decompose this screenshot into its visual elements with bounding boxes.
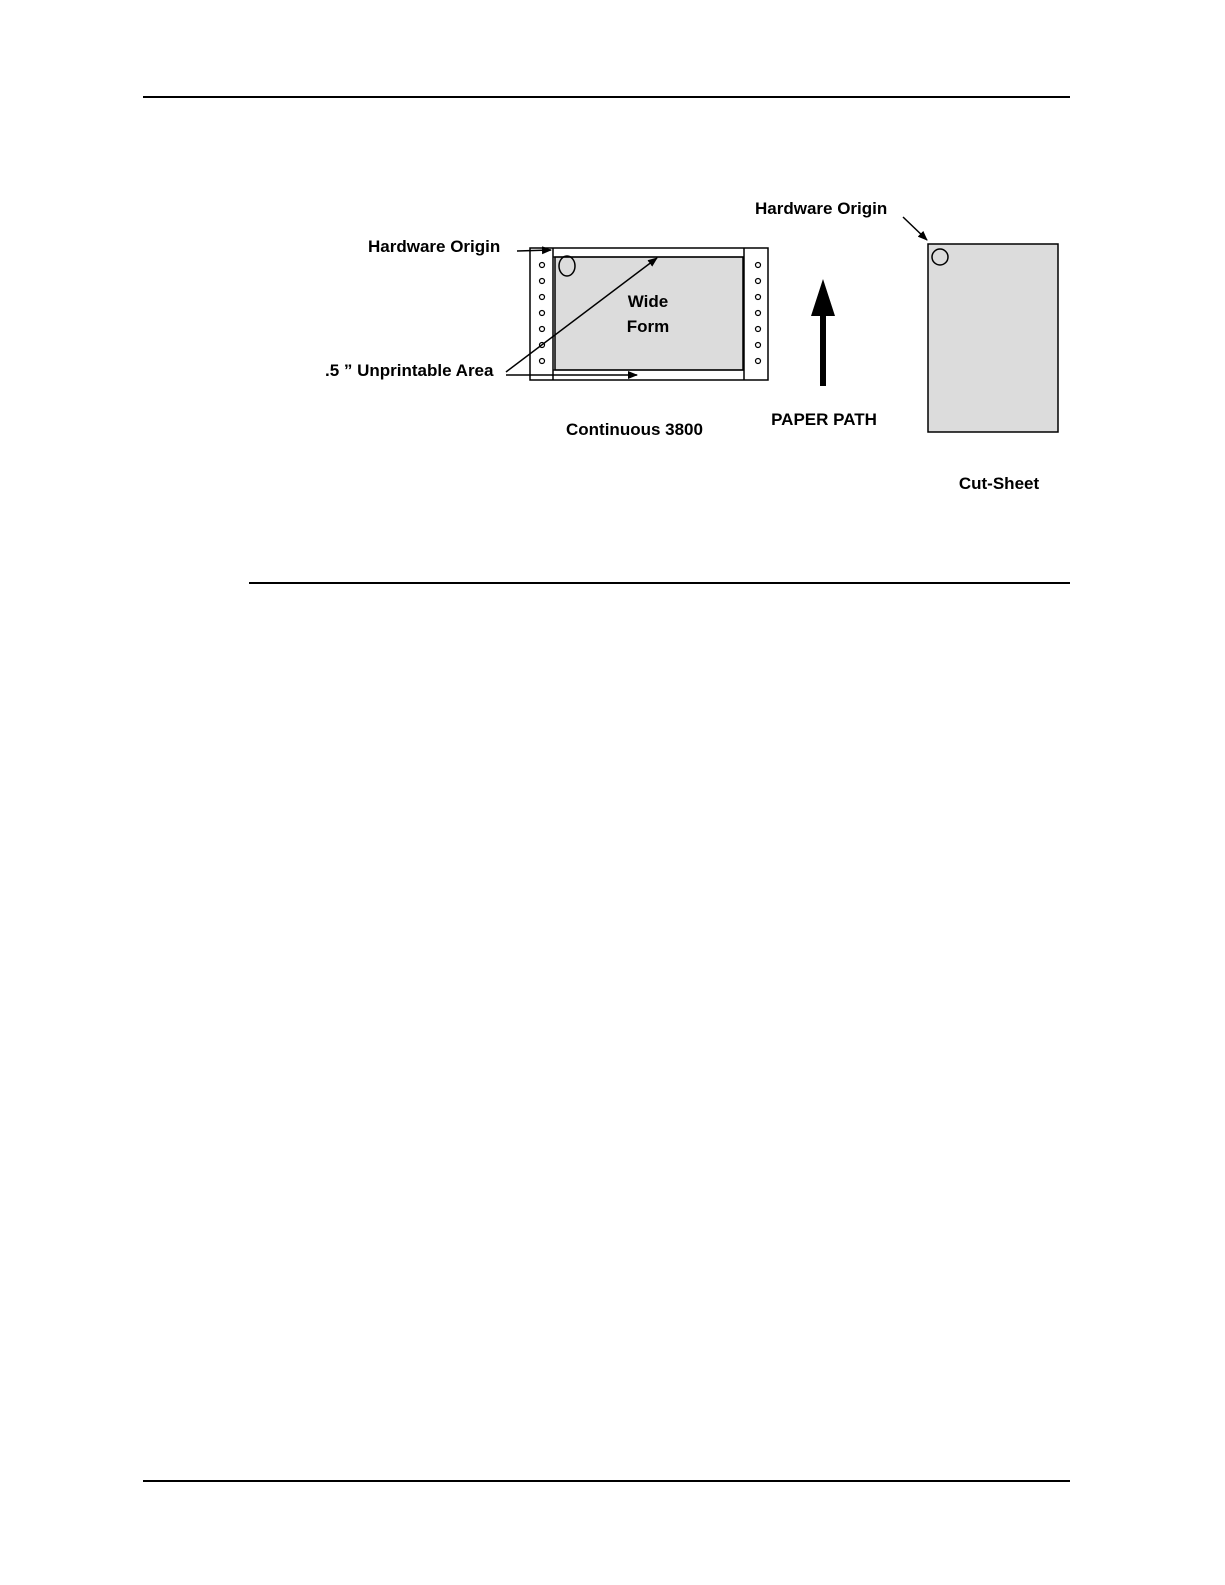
wide-label: Wide [627,292,669,311]
sprocket-hole [540,263,545,268]
sprocket-hole [540,311,545,316]
form-label: Form [626,317,670,336]
sprocket-hole [756,295,761,300]
paper-path-arrow-shaft [820,312,826,386]
hardware-origin-arrow-right [903,217,927,240]
hardware-origin-label-right: Hardware Origin [755,199,888,218]
sprocket-hole [540,359,545,364]
paper-path-indicator [771,279,877,429]
sprocket-hole [756,327,761,332]
paper-path-label: PAPER PATH [771,410,877,429]
sprocket-hole [540,295,545,300]
sprocket-hole [540,279,545,284]
continuous-form [506,248,768,380]
sprocket-hole [756,279,761,284]
sprocket-hole [756,359,761,364]
sprocket-hole [756,263,761,268]
cut-sheet-label: Cut-Sheet [958,474,1040,493]
hardware-origin-label-left: Hardware Origin [368,237,501,256]
unprintable-area-label: .5 ” Unprintable Area [325,361,494,380]
cut-sheet-page [928,244,1058,432]
sprocket-hole [756,343,761,348]
sprocket-hole [540,327,545,332]
hardware-origin-arrow-left [517,250,551,251]
sprocket-hole [756,311,761,316]
continuous-label: Continuous 3800 [566,420,703,439]
cut-sheet [755,199,1058,493]
paper-path-arrow-head [811,279,835,316]
